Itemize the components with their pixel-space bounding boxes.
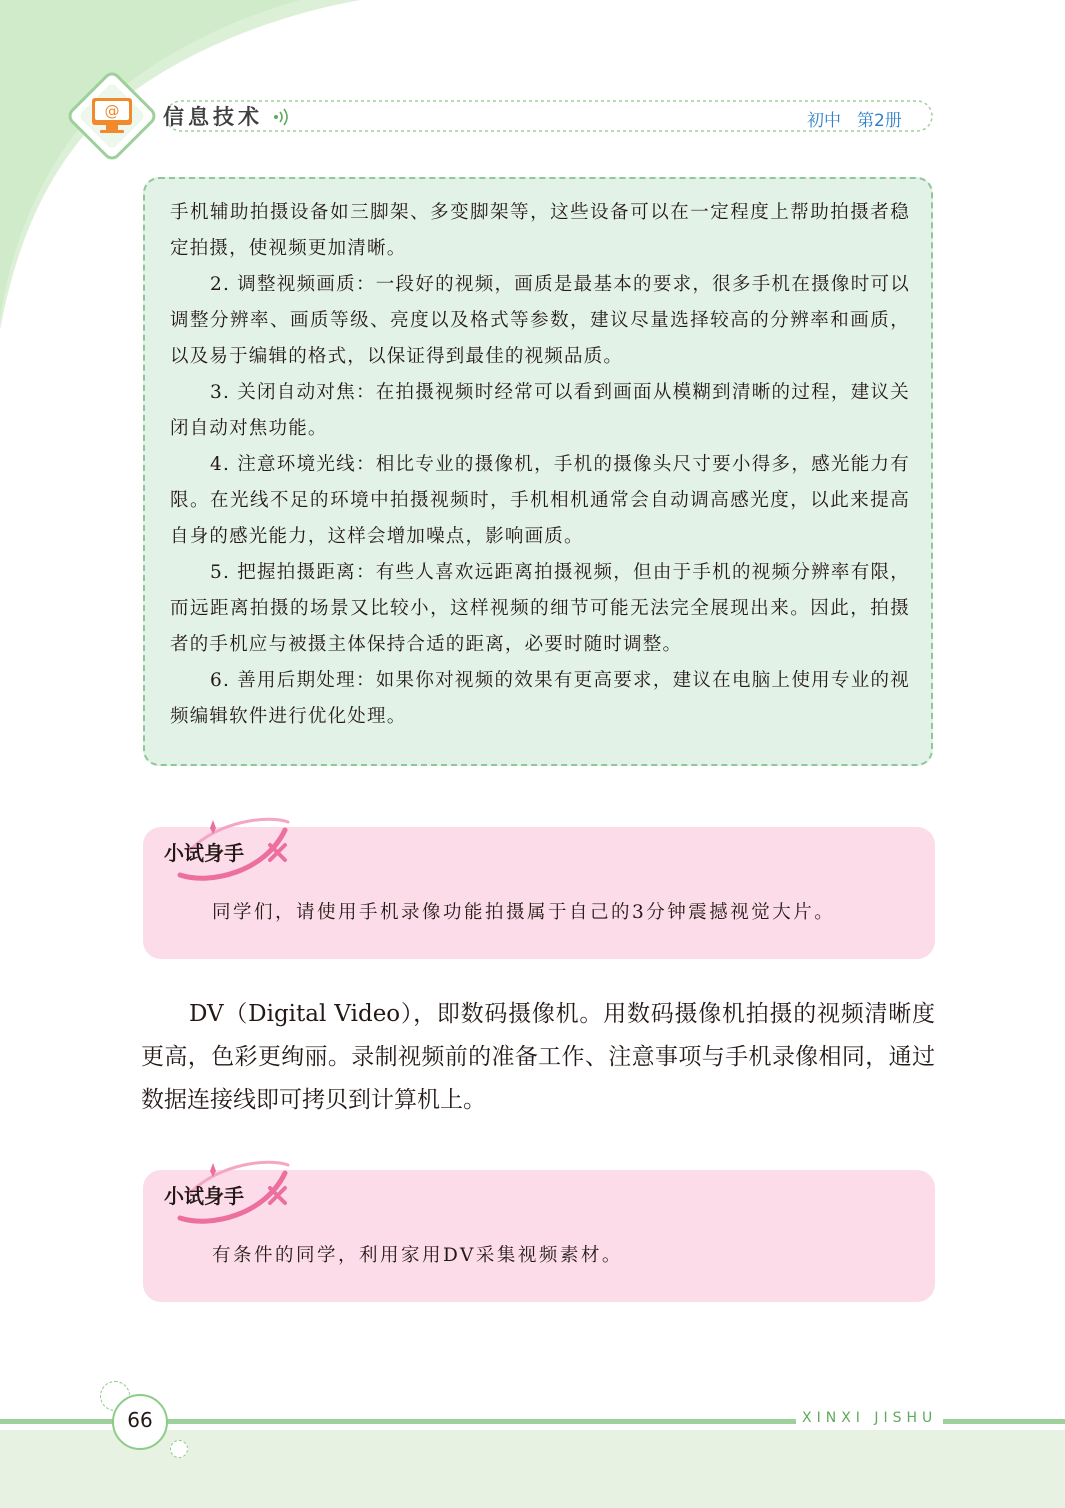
tip-paragraph: 5. 把握拍摄距离：有些人喜欢远距离拍摄视频，但由于手机的视频分辨率有限，而远距离拍摄的场景又比较小，这样视频的细节可能无法完全展现出来。因此，拍摄者的手机应与被摄主体保持合适的距离，必要时随时调整。: [170, 562, 910, 655]
book-title: 信息技术: [163, 105, 263, 129]
footer-label: XINXI JISHU: [796, 1410, 943, 1426]
grade-label: 初中: [807, 111, 841, 131]
volume-label: 第2册: [857, 111, 902, 131]
tip-paragraph: 6. 善用后期处理：如果你对视频的效果有更高要求，建议在电脑上使用专业的视频编辑软件进行优化处理。: [170, 670, 910, 727]
tip-paragraph: 2. 调整视频画质：一段好的视频，画质是最基本的要求，很多手机在摄像时可以调整分辨率、画质等级、亮度以及格式等参数，建议尽量选择较高的分辨率和画质，以及易于编辑的格式，以保证得到最佳的视频品质。: [170, 274, 910, 367]
svg-text:@: @: [104, 102, 120, 120]
body-paragraph: DV（Digital Video），即数码摄像机。用数码摄像机拍摄的视频清晰度更高，色彩更绚丽。录制视频前的准备工作、注意事项与手机录像相同，通过数据连接线即可拷贝到计算机上。: [141, 1001, 935, 1113]
computer-at-icon: [66, 70, 158, 162]
decor-circle: [170, 1440, 188, 1458]
try-it-title: 小试身手: [164, 841, 244, 865]
try-it-text: 同学们，请使用手机录像功能拍摄属于自己的3分钟震撼视觉大片。: [212, 902, 836, 923]
try-it-title: 小试身手: [164, 1184, 244, 1208]
signal-wave-icon: [272, 106, 294, 128]
grade-volume: [807, 106, 902, 131]
try-it-text: 有条件的同学，利用家用DV采集视频素材。: [212, 1245, 623, 1266]
page-number: 66: [127, 1408, 153, 1432]
tip-paragraph: 手机辅助拍摄设备如三脚架、多变脚架等，这些设备可以在一定程度上帮助拍摄者稳定拍摄，使视频更加清晰。: [170, 202, 910, 259]
tip-paragraph: 3. 关闭自动对焦：在拍摄视频时经常可以看到画面从模糊到清晰的过程，建议关闭自动对焦功能。: [170, 382, 910, 439]
tip-paragraph: 4. 注意环境光线：相比专业的摄像机，手机的摄像头尺寸要小得多，感光能力有限。在光线不足的环境中拍摄视频时，手机相机通常会自动调高感光度，以此来提高自身的感光能力，这样会增加噪点，影响画质。: [170, 454, 910, 547]
